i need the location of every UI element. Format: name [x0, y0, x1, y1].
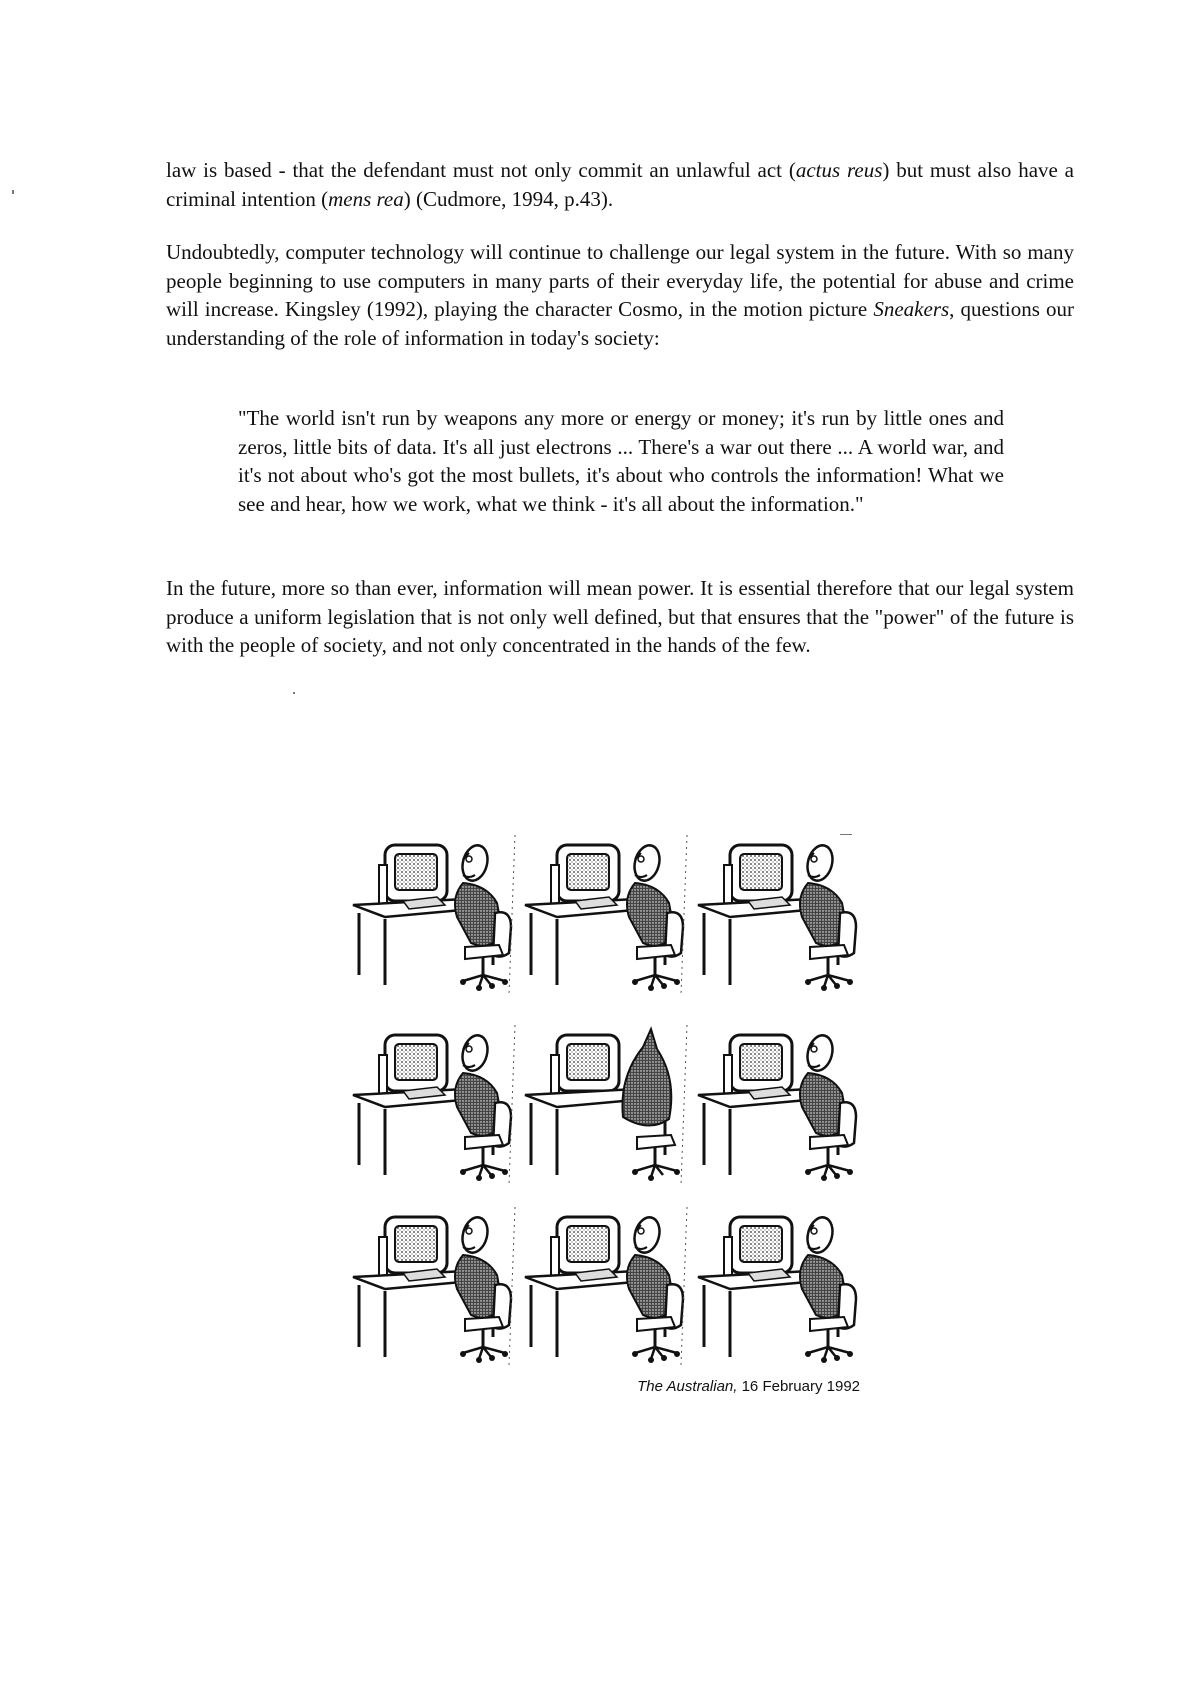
caption-publication: The Australian,	[637, 1378, 738, 1395]
paragraph-text: Undoubtedly, computer technology will continue to challenge our legal system in the future. With so many people beginning to use computers in many parts of their everyday life, the potential for abuse and crime will increase. Kingsley (1992), playing the character Cosmo, in the motion picture	[166, 240, 1074, 321]
cartoon-panel	[353, 843, 511, 991]
caption-date: 16 February 1992	[737, 1378, 860, 1395]
italic-term: mens rea	[328, 186, 404, 211]
cartoon-computer-users-icon	[345, 835, 865, 1371]
scan-speck	[840, 834, 852, 835]
cartoon-caption	[600, 1378, 860, 1395]
paragraph-mens-rea	[166, 156, 1074, 213]
scan-speck	[12, 190, 14, 194]
cartoon-panel	[698, 1033, 856, 1181]
cartoon-panel-hacker	[525, 1029, 680, 1181]
cartoon-panel	[525, 843, 683, 991]
paragraph-text: ) but must also have a criminal intention (	[166, 158, 1074, 211]
sneakers-quote: "The world isn't run by weapons any more or energy or money; it's run by little ones and zeros, little bits of data. It's all just electrons ... There's a war out there ... A world war, and it's not about who's got the most bullets, it's about who controls the information! What we see and hear, how we work, what we think - it's all about the information."	[238, 406, 1004, 516]
italic-term: actus reus	[795, 158, 883, 182]
paragraph-technology-challenge	[166, 238, 1074, 352]
cartoon-panel	[525, 1215, 683, 1363]
cartoon-panel	[353, 1033, 511, 1181]
paragraph-text: ) (Cudmore, 1994, p.43).	[403, 186, 614, 211]
paragraph-information-power: In the future, more so than ever, information will mean power. It is essential therefore that our legal system produce a uniform legislation that is not only well defined, but that ensures that the "power" of the future is with the people of society, and not only concentrated in the hands of the few.	[166, 576, 1074, 657]
cartoon-panel	[698, 1215, 856, 1363]
cartoon-panel	[698, 843, 856, 991]
cartoon-panel	[353, 1215, 511, 1363]
film-title: Sneakers	[873, 297, 950, 321]
scan-speck	[293, 692, 295, 694]
paragraph-text: law is based - that the defendant must not only commit an unlawful act (	[166, 158, 796, 182]
paragraph-text: , questions our understanding of the role of information in today's society:	[166, 297, 1074, 350]
